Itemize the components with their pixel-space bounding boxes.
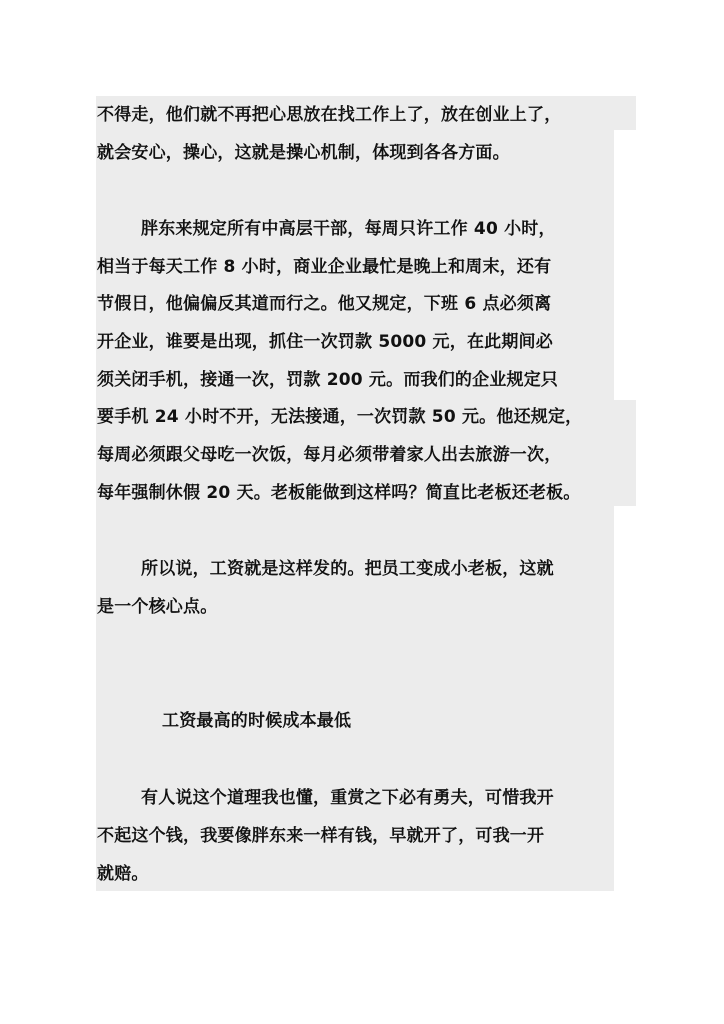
paragraph-2-line-7: 每周必须跟父母吃一次饭，每月必须带着家人出去旅游一次， [97, 445, 562, 465]
paragraph-2-line-2: 相当于每天工作 8 小时，商业企业最忙是晚上和周末，还有 [97, 257, 552, 277]
paragraph-2-line-8: 每年强制休假 20 天。老板能做到这样吗？简直比老板还老板。 [97, 483, 581, 503]
paragraph-4-line-2: 不起这个钱，我要像胖东来一样有钱，早就开了，可我一开 [97, 826, 545, 846]
paragraph-1-line-1: 不得走，他们就不再把心思放在找工作上了，放在创业上了， [97, 105, 562, 125]
paragraph-4-line-1: 有人说这个道理我也懂，重赏之下必有勇夫，可惜我开 [141, 788, 554, 808]
paragraph-2-line-5: 须关闭手机，接通一次，罚款 200 元。而我们的企业规定只 [97, 370, 559, 390]
section-heading: 工资最高的时候成本最低 [162, 711, 352, 731]
paragraph-2-line-3: 节假日，他偏偏反其道而行之。他又规定，下班 6 点必须离 [97, 294, 552, 314]
paragraph-2-line-6: 要手机 24 小时不开，无法接通，一次罚款 50 元。他还规定， [97, 407, 583, 427]
paragraph-3-line-1: 所以说，工资就是这样发的。把员工变成小老板，这就 [141, 559, 554, 579]
paragraph-3-line-2: 是一个核心点。 [97, 597, 218, 617]
paragraph-2-line-4: 开企业，谁要是出现，抓住一次罚款 5000 元，在此期间必 [97, 332, 553, 352]
paragraph-2-line-1: 胖东来规定所有中高层干部，每周只许工作 40 小时， [141, 219, 556, 239]
paragraph-1-line-2: 就会安心，操心，这就是操心机制，体现到各各方面。 [97, 143, 510, 163]
paragraph-4-line-3: 就赔。 [97, 864, 149, 884]
